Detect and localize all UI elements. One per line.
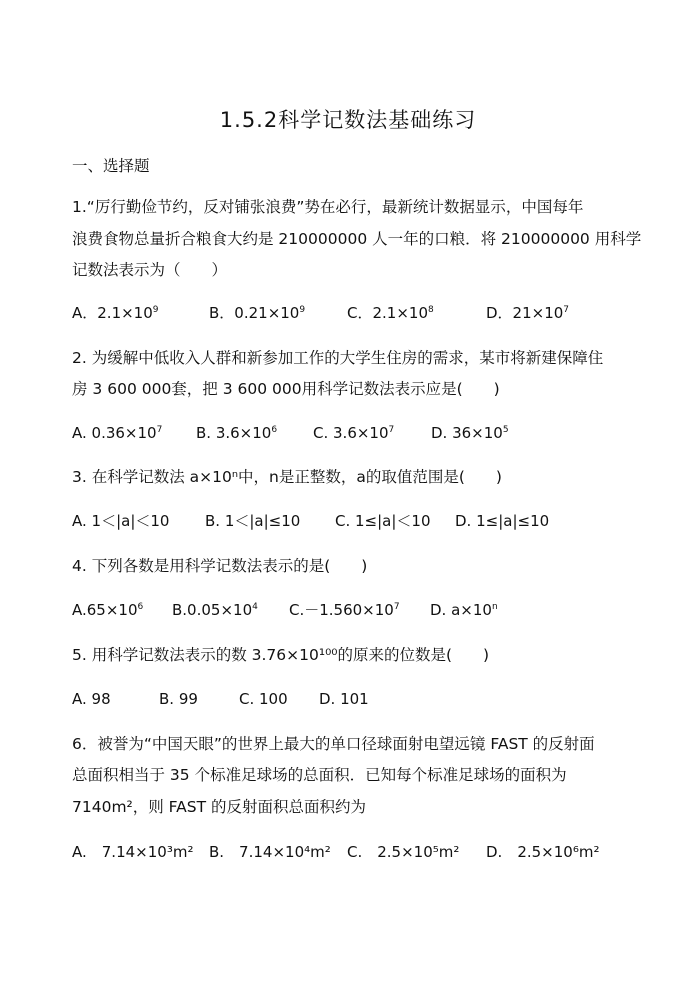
option-a: A. $0.36\times 10^7$ bbox=[72, 424, 163, 442]
option-c: C. 1≤|a|＜10 bbox=[335, 512, 431, 530]
option-b: $B.0.05\times 10^4$ bbox=[172, 601, 258, 619]
question-text-line: 1.“厉行勤俭节约，反对铺张浪费”势在必行，最新统计数据显示，中国每年 bbox=[72, 198, 584, 216]
option-d: D．$21\times 10^7$ bbox=[486, 304, 570, 322]
question-text-line: 浪费食物总量折合粮食大约是 210000000 人一年的口粮．将 210000000 用科学 bbox=[72, 230, 642, 248]
question-text-line: 5. 用科学记数法表示的数 3.76×10¹⁰⁰的原来的位数是( ) bbox=[72, 646, 490, 664]
option-d: D. 101 bbox=[319, 690, 369, 708]
option-b: B. 1＜|a|≤10 bbox=[205, 512, 301, 530]
option-b: B. 99 bbox=[159, 690, 198, 708]
option-b: B. $3.6\times 10^6$ bbox=[196, 424, 278, 442]
option-a: $A.65\times 10^6$ bbox=[72, 601, 144, 619]
option-c: C. $3.6\times 10^7$ bbox=[313, 424, 395, 442]
option-a: A. 98 bbox=[72, 690, 111, 708]
option-b: B．$0.21\times 10^9$ bbox=[209, 304, 306, 322]
option-c: C. 2.5×10⁵m² bbox=[347, 843, 460, 861]
option-c: $C.-1.560\times 10^7$ bbox=[289, 601, 400, 619]
option-c: C. 100 bbox=[239, 690, 288, 708]
question-text-line: 总面积相当于 35 个标准足球场的总面积．已知每个标准足球场的面积为 bbox=[72, 766, 567, 784]
option-a: A. 7.14×10³m² bbox=[72, 843, 194, 861]
question-text-line: 房 3 600 000套，把 3 600 000用科学记数法表示应是( ) bbox=[72, 380, 500, 398]
question-text-line: 7140m²，则 FAST 的反射面积总面积约为 bbox=[72, 798, 367, 816]
option-d: D. 1≤|a|≤10 bbox=[455, 512, 550, 530]
option-d: D. 2.5×10⁶m² bbox=[486, 843, 600, 861]
option-d: D. $a\times 10^n$ bbox=[430, 601, 498, 619]
section-heading: 一、选择题 bbox=[72, 157, 150, 175]
option-d: D. $36\times 10^5$ bbox=[431, 424, 509, 442]
question-text-line: 记数法表示为（ ） bbox=[72, 261, 228, 279]
option-a: A. 1＜|a|＜10 bbox=[72, 512, 170, 530]
page-title: 1.5.2科学记数法基础练习 bbox=[219, 108, 477, 132]
question-text-line: 3. 在科学记数法 a×10ⁿ中，n是正整数，a的取值范围是( ) bbox=[72, 468, 502, 486]
question-text-line: 4. 下列各数是用科学记数法表示的是( ) bbox=[72, 557, 368, 575]
question-text-line: 6．被誉为“中国天眼”的世界上最大的单口径球面射电望远镜 FAST 的反射面 bbox=[72, 735, 595, 753]
option-a: A．$2.1\times 10^9$ bbox=[72, 304, 159, 322]
option-c: C．$2.1\times 10^8$ bbox=[347, 304, 434, 322]
option-b: B. 7.14×10⁴m² bbox=[209, 843, 331, 861]
question-text-line: 2. 为缓解中低收入人群和新参加工作的大学生住房的需求，某市将新建保障住 bbox=[72, 349, 604, 367]
